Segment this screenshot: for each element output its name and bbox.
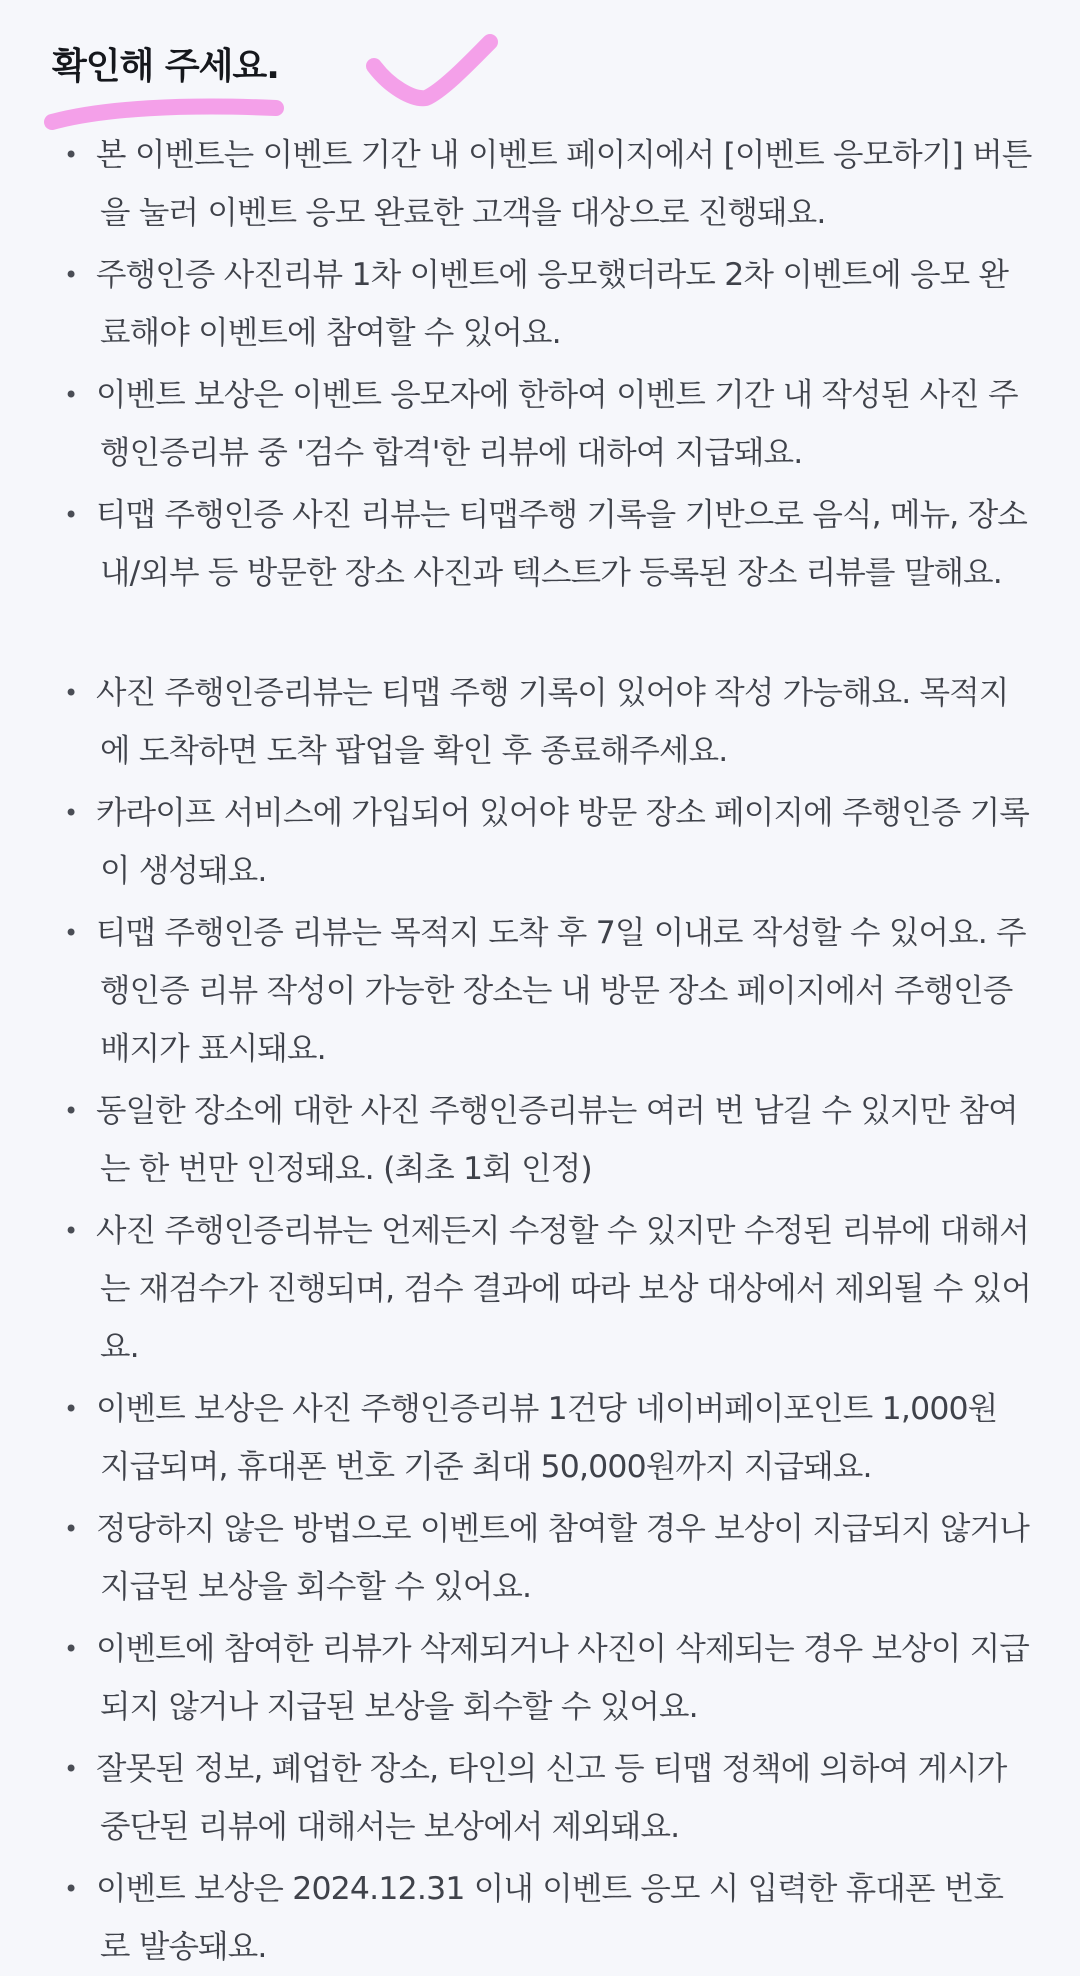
list-item-text: 동일한 장소에 대한 사진 주행인증리뷰는 여러 번 남길 수 있지만 참여는 한 번만 인정돼요. (최초 1회 인정) (96, 1093, 1018, 1187)
bullet-dot-icon: • (64, 1515, 78, 1543)
list-item-text: 본 이벤트는 이벤트 기간 내 이벤트 페이지에서 [이벤트 응모하기] 버튼을 눌러 이벤트 응모 완료한 고객을 대상으로 진행돼요. (96, 137, 1032, 231)
bullet-dot-icon: • (64, 679, 78, 707)
bullet-dot-icon: • (64, 1097, 78, 1125)
list-item (0, 1082, 1080, 1198)
bullet-dot-icon: • (64, 1635, 78, 1663)
bullet-dot-icon: • (64, 1755, 78, 1783)
list-item (0, 1500, 1080, 1616)
notice-header (52, 38, 532, 148)
list-item-text: 이벤트 보상은 이벤트 응모자에 한하여 이벤트 기간 내 작성된 사진 주행인증리뷰 중 '검수 합격'한 리뷰에 대하여 지급돼요. (96, 377, 1018, 471)
list-item-text: 사진 주행인증리뷰는 티맵 주행 기록이 있어야 작성 가능해요. 목적지에 도착하면 도착 팝업을 확인 후 종료해주세요. (96, 675, 1009, 769)
bullet-dot-icon: • (64, 799, 78, 827)
list-item (0, 1202, 1080, 1376)
bullet-dot-icon: • (64, 919, 78, 947)
list-item-text: 잘못된 정보, 폐업한 장소, 타인의 신고 등 티맵 정책에 의하여 게시가 중단된 리뷰에 대해서는 보상에서 제외돼요. (96, 1751, 1007, 1845)
list-item-text: 티맵 주행인증 사진 리뷰는 티맵주행 기록을 기반으로 음식, 메뉴, 장소 내/외부 등 방문한 장소 사진과 텍스트가 등록된 장소 리뷰를 말해요. (96, 497, 1027, 591)
bullet-dot-icon: • (64, 1395, 78, 1423)
list-item-text: 이벤트 보상은 사진 주행인증리뷰 1건당 네이버페이포인트 1,000원 지급되며, 휴대폰 번호 기준 최대 50,000원까지 지급돼요. (96, 1391, 998, 1485)
bullet-dot-icon: • (64, 381, 78, 409)
list-item (0, 246, 1080, 362)
bullet-dot-icon: • (64, 1217, 78, 1245)
list-item-text: 이벤트 보상은 2024.12.31 이내 이벤트 응모 시 입력한 휴대폰 번호로 발송돼요. (96, 1871, 1004, 1965)
list-item (0, 784, 1080, 900)
list-item (0, 366, 1080, 482)
list-item (0, 1860, 1080, 1976)
list-item-text: 사진 주행인증리뷰는 언제든지 수정할 수 있지만 수정된 리뷰에 대해서는 재검수가 진행되며, 검수 결과에 따라 보상 대상에서 제외될 수 있어요. (96, 1213, 1031, 1365)
bullet-dot-icon: • (64, 141, 78, 169)
list-item (0, 664, 1080, 780)
bullet-dot-icon: • (64, 1875, 78, 1903)
list-item-text: 티맵 주행인증 리뷰는 목적지 도착 후 7일 이내로 작성할 수 있어요. 주행인증 리뷰 작성이 가능한 장소는 내 방문 장소 페이지에서 주행인증 배지가 표시돼요. (96, 915, 1026, 1067)
list-item (0, 1740, 1080, 1856)
list-item (0, 1620, 1080, 1736)
notice-list (0, 126, 1080, 1976)
list-item (0, 486, 1080, 660)
list-item-text: 이벤트에 참여한 리뷰가 삭제되거나 사진이 삭제되는 경우 보상이 지급되지 않거나 지급된 보상을 회수할 수 있어요. (96, 1631, 1029, 1725)
page-title: 확인해 주세요. (52, 46, 279, 87)
list-item (0, 904, 1080, 1078)
list-item-text: 카라이프 서비스에 가입되어 있어야 방문 장소 페이지에 주행인증 기록이 생성돼요. (96, 795, 1029, 889)
list-item-text: 정당하지 않은 방법으로 이벤트에 참여할 경우 보상이 지급되지 않거나 지급된 보상을 회수할 수 있어요. (96, 1511, 1029, 1605)
bullet-dot-icon: • (64, 501, 78, 529)
list-item-text: 주행인증 사진리뷰 1차 이벤트에 응모했더라도 2차 이벤트에 응모 완료해야 이벤트에 참여할 수 있어요. (96, 257, 1009, 351)
bullet-dot-icon: • (64, 261, 78, 289)
list-item (0, 1380, 1080, 1496)
